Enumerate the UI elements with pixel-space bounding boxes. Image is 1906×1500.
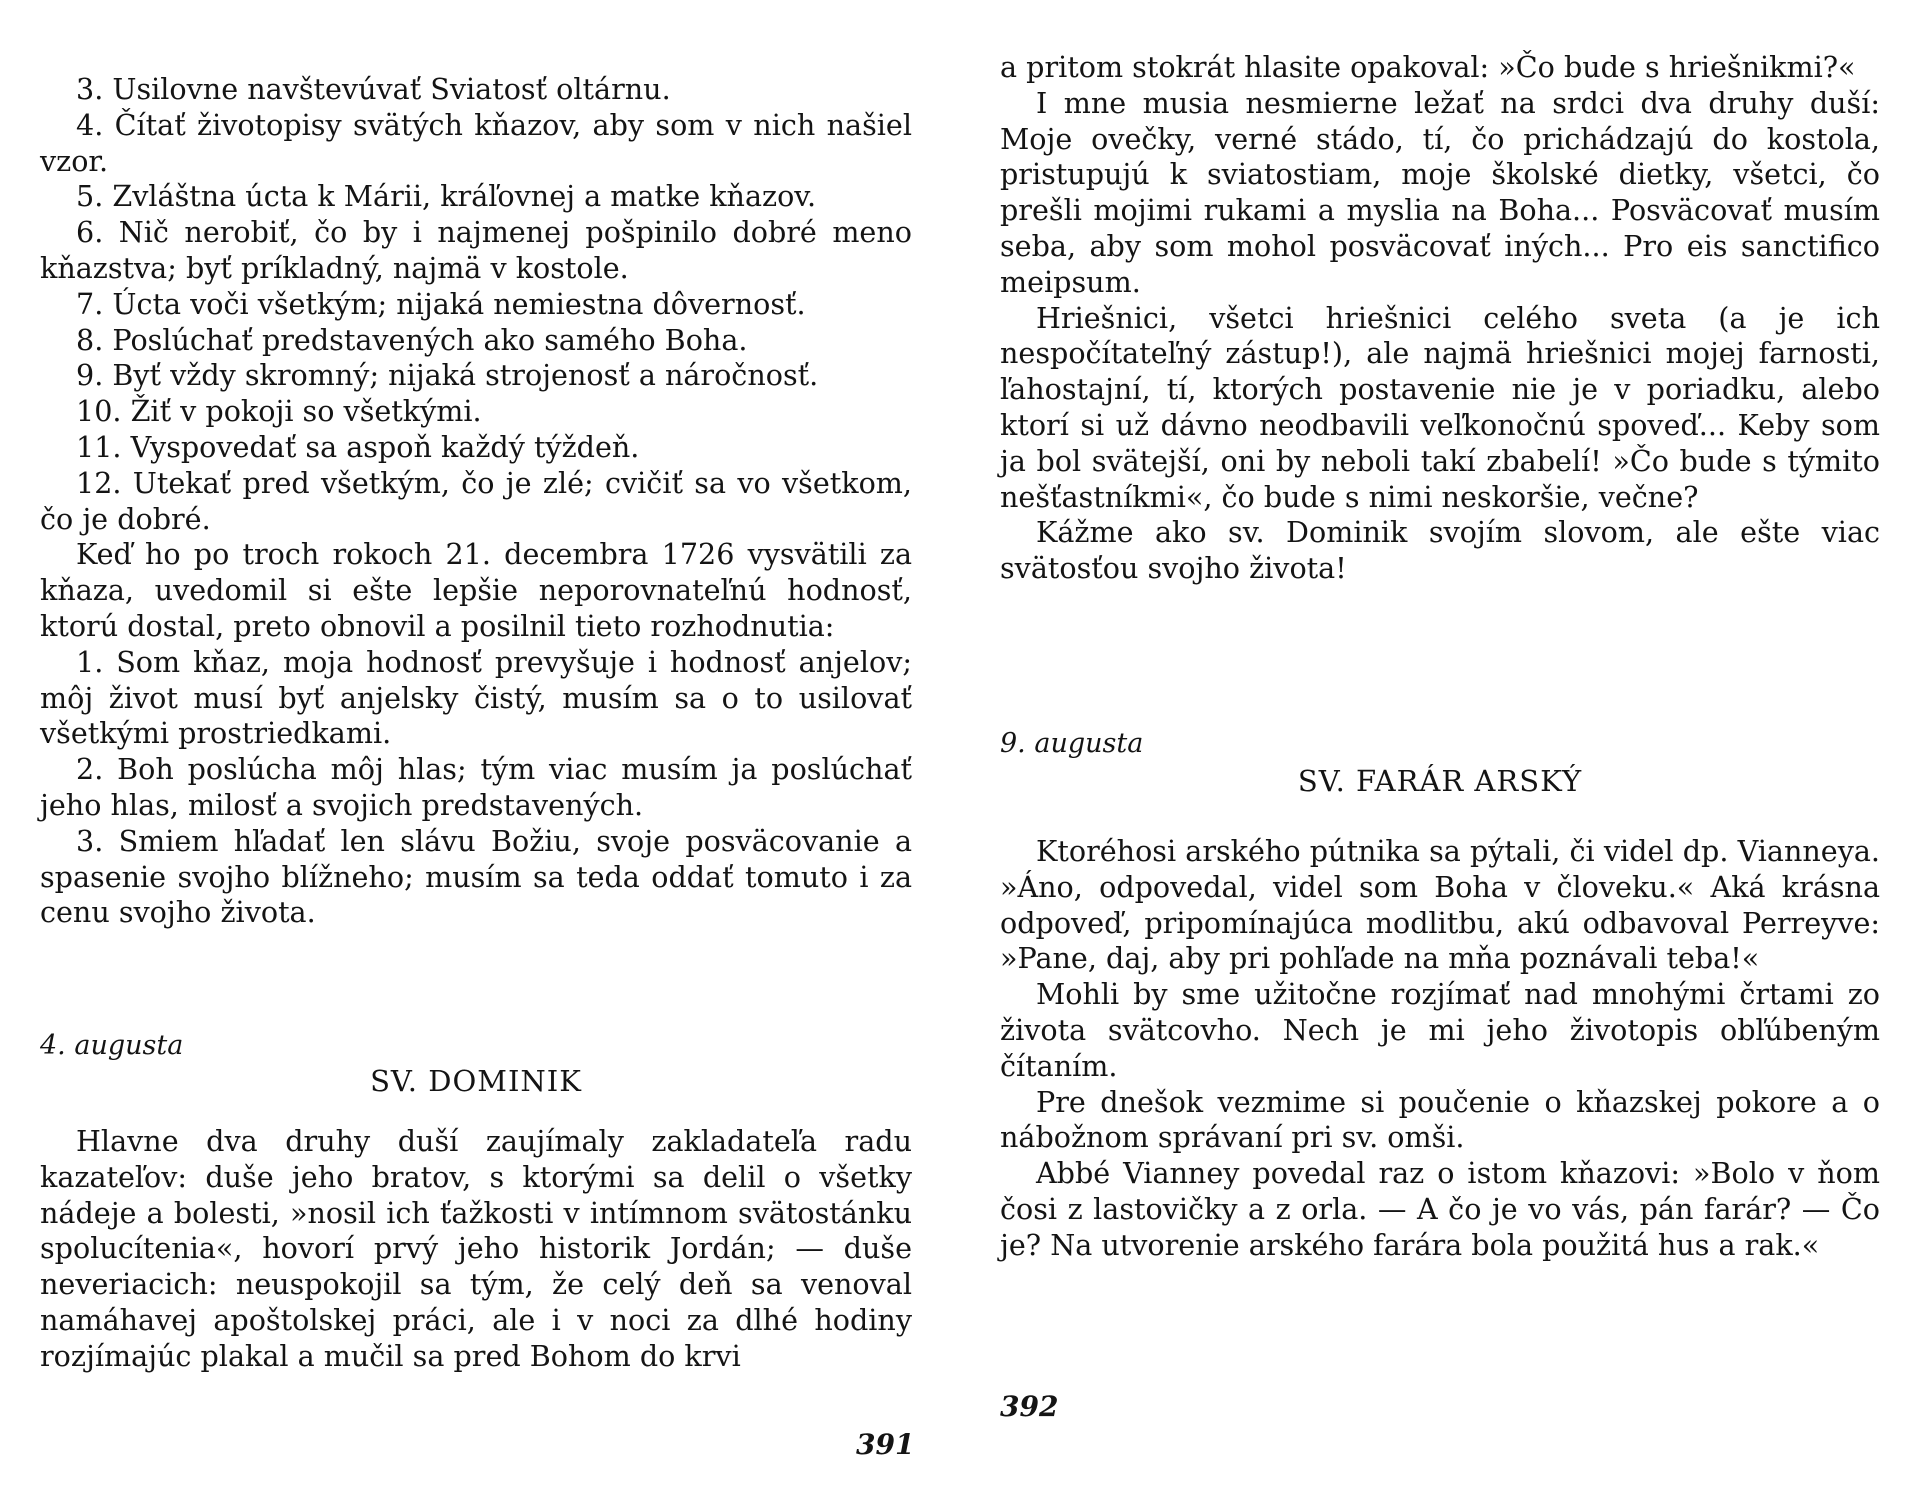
list-item: 10. Žiť v pokoji so všetkými. (76, 394, 482, 429)
paragraph: Kážme ako sv. Dominik svojím slovom, ale ešte viac svätosťou svojho života! (1000, 515, 1880, 586)
section-title: SV. DOMINIK (370, 1064, 582, 1098)
section-paragraph: Hlavne dva druhy duší zaujímaly zakladateľa radu kazateľov: duše jeho bratov, s ktorými sa delil o všetky nádeje a bolesti, »nosil ich ťažkosti v intímnom svätostánku spolucítenia«, hovorí prvý jeho historik Jordán; — duše neveriacich: neuspokojil sa tým, že celý deň sa venoval namáhavej apoštolskej práci, ale i v noci za dlhé hodiny rozjímajúc plakal a mučil sa pred Bohom do krvi (40, 1124, 912, 1373)
page-number: 392 (1000, 1390, 1059, 1423)
continuation-text: a pritom stokrát hlasite opakoval: »Čo bude s hriešnikmi?« (1000, 50, 1856, 84)
paragraph: Abbé Vianney povedal raz o istom kňazovi: »Bolo v ňom čosi z lastovičky a z orla. — A čo je vo vás, pán farár? — Čo je? Na utvorenie arského farára bola použitá hus a rak.« (1000, 1156, 1880, 1262)
list-item: 5. Zvláštna úcta k Márii, kráľovnej a matke kňazov. (76, 179, 817, 214)
list-item: 3. Usilovne navštevúvať Sviatosť oltárnu. (76, 72, 671, 106)
ordination-paragraph: Keď ho po troch rokoch 21. decembra 1726 vysvätili za kňaza, uvedomil si ešte lepšie neporovnateľnú hodnosť, ktorú dostal, preto obnovil a posilnil tieto rozhodnutia: (40, 537, 912, 643)
paragraph: Mohli by sme užitočne rozjímať nad mnohými črtami zo života svätcovho. Nech je mi jeho životopis obľúbeným čítaním. (1000, 977, 1880, 1083)
list-item: 3. Smiem hľadať len slávu Božiu, svoje posväcovanie a spasenie svojho blížneho; musím sa teda oddať tomuto i za cenu svojho života. (40, 823, 912, 930)
right-top-text (1000, 50, 1880, 587)
list-item: 4. Čítať životopisy svätých kňazov, aby som v nich našiel vzor. (40, 107, 912, 178)
left-page (40, 0, 915, 1500)
list-item: 6. Nič nerobiť, čo by i najmenej pošpinilo dobré meno kňazstva; byť príkladný, najmä v kostole. (40, 215, 912, 285)
list-item: 8. Poslúchať predstavených ako samého Boha. (76, 322, 748, 357)
section-date: 4. augusta (40, 1030, 184, 1061)
paragraph: I mne musia nesmierne ležať na srdci dva druhy duší: Moje ovečky, verné stádo, tí, čo prichádzajú do kostola, pristupujú k sviatostiam, moje školské dietky, všetci, čo prešli mojimi rukami a myslia na Boha... Posväcovať musím seba, aby som mohol posväcovať iných... Pro eis sanctifico meipsum. (1000, 85, 1880, 299)
list-item: 9. Byť vždy skromný; nijaká strojenosť a náročnosť. (76, 358, 819, 393)
paragraph: Ktoréhosi arského pútnika sa pýtali, či videl dp. Vianneya. »Áno, odpovedal, videl som Boha v človeku.« Aká krásna odpoveď, pripomínajúca modlitbu, akú odbavoval Perreyve: »Pane, daj, aby pri pohľade na mňa poznávali teba!« (1000, 834, 1880, 976)
list-item: 1. Som kňaz, moja hodnosť prevyšuje i hodnosť anjelov; môj život musí byť anjelsky čistý, musím sa o to usilovať všetkými prostriedkami. (40, 644, 912, 751)
section-title: SV. FARÁR ARSKÝ (1297, 764, 1583, 798)
list-item: 2. Boh poslúcha môj hlas; tým viac musím ja poslúchať jeho hlas, milosť a svojich predstavených. (40, 752, 912, 822)
section-body (1000, 834, 1880, 1264)
right-page (1000, 0, 1880, 1500)
resolutions-list-1 (40, 72, 912, 931)
page-number: 391 (856, 1428, 915, 1461)
list-item: 12. Utekať pred všetkým, čo je zlé; cvičiť sa vo všetkom, čo je dobré. (40, 465, 912, 536)
section-date: 9. augusta (1000, 728, 1144, 759)
list-item: 7. Úcta voči všetkým; nijaká nemiestna dôvernosť. (76, 286, 806, 321)
list-item: 11. Vyspovedať sa aspoň každý týždeň. (76, 429, 640, 464)
paragraph: Hriešnici, všetci hriešnici celého sveta (a je ich nespočítateľný zástup!), ale najmä hriešnici mojej farnosti, ľahostajní, tí, ktorých postavenie nie je v poriadku, alebo ktorí si už dávno neodbavili veľkonočnú spoveď... Keby som ja bol svätejší, oni by neboli takí zbabelí! »Čo bude s týmito nešťastníkmi«, čo bude s nimi neskoršie, večne? (1000, 300, 1880, 514)
paragraph: Pre dnešok vezmime si poučenie o kňazskej pokore a o nábožnom správaní pri sv. omši. (1000, 1084, 1880, 1155)
